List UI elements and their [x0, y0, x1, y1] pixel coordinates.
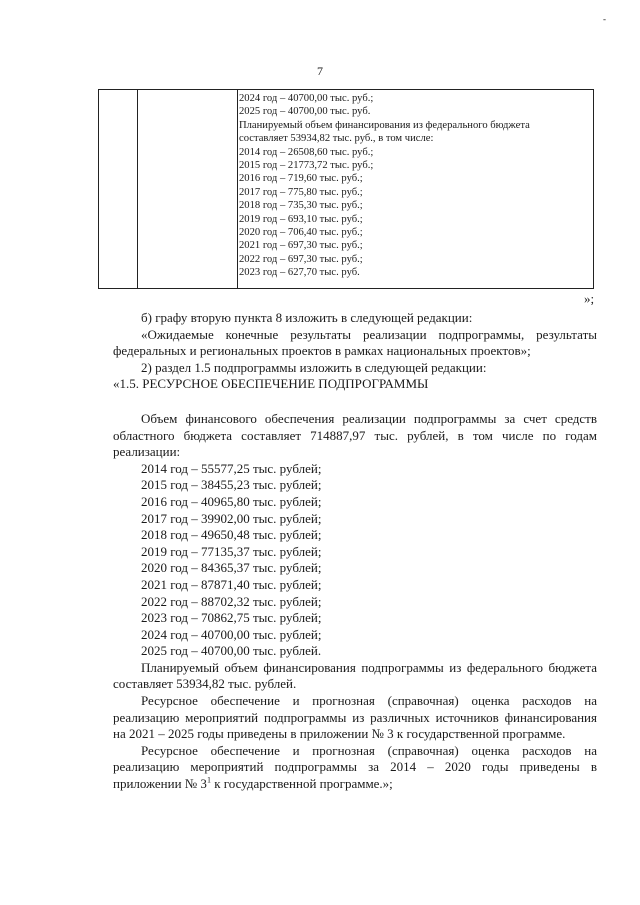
- table-line: 2025 год – 40700,00 тыс. руб.: [239, 106, 371, 118]
- intro-paragraph: Объем финансового обеспечения реализации подпрограммы за счет средств областного бюджета составляет 714887,97 тыс. рублей, в том числе по годам реализации:: [113, 410, 597, 460]
- table-line: 2016 год – 719,60 тыс. руб.;: [239, 173, 363, 185]
- table-line: 2018 год – 735,30 тыс. руб.;: [239, 200, 363, 212]
- table-line: Планируемый объем финансирования из федерального бюджета: [239, 119, 530, 131]
- table-line: составляет 53934,82 тыс. руб., в том числе:: [239, 133, 434, 145]
- federal-paragraph: Планируемый объем финансирования подпрограммы из федерального бюджета составляет 53934,82 тыс. рублей.: [113, 659, 597, 692]
- year-line: 2024 год – 40700,00 тыс. рублей;: [141, 626, 322, 642]
- table-line: 2014 год – 26508,60 тыс. руб.;: [239, 146, 374, 158]
- table-line: 2021 год – 697,30 тыс. руб.;: [239, 240, 363, 252]
- table-column-name: [137, 90, 238, 288]
- item-2: 2) раздел 1.5 подпрограммы изложить в следующей редакции:: [141, 359, 487, 375]
- superscript: 1: [206, 775, 211, 785]
- year-line: 2019 год – 77135,37 тыс. рублей;: [141, 543, 322, 559]
- resource-2021-paragraph: Ресурсное обеспечение и прогнозная (справочная) оценка расходов на реализацию мероприятий подпрограммы из различных источников финансирования на 2021 – 2025 годы приведены в приложении № 3 к государственной программе.: [113, 693, 597, 742]
- year-line: 2014 год – 55577,25 тыс. рублей;: [141, 460, 322, 476]
- table-closing-quote: »;: [584, 291, 595, 306]
- table-line: 2020 год – 706,40 тыс. руб.;: [239, 227, 363, 239]
- year-line: 2022 год – 88702,32 тыс. рублей;: [141, 593, 322, 609]
- year-line: 2015 год – 38455,23 тыс. рублей;: [141, 477, 322, 493]
- document-body: [113, 310, 597, 793]
- year-line: 2016 год – 40965,80 тыс. рублей;: [141, 493, 322, 509]
- year-line: 2018 год – 49650,48 тыс. рублей;: [141, 527, 322, 543]
- year-line: 2020 год – 84365,37 тыс. рублей;: [141, 560, 322, 576]
- expected-results-paragraph: «Ожидаемые конечные результаты реализации подпрограммы, результаты федеральных и региональных проектов в рамках национальных проектов»;: [113, 326, 597, 359]
- table-line: 2017 год – 775,80 тыс. руб.;: [239, 186, 363, 198]
- year-line: 2021 год – 87871,40 тыс. рублей;: [141, 576, 322, 592]
- table-line: 2019 год – 693,10 тыс. руб.;: [239, 213, 363, 225]
- year-line: 2023 год – 70862,75 тыс. рублей;: [141, 610, 322, 626]
- year-line: 2025 год – 40700,00 тыс. рублей.: [141, 643, 322, 659]
- corner-mark: -: [603, 14, 606, 24]
- item-b: б) графу вторую пункта 8 изложить в следующей редакции:: [141, 310, 473, 325]
- section-title: «1.5. РЕСУРСНОЕ ОБЕСПЕЧЕНИЕ ПОДПРОГРАММЫ: [113, 376, 429, 392]
- resource-2014-paragraph: Ресурсное обеспечение и прогнозная (справочная) оценка расходов на реализацию мероприятий подпрограммы за 2014 – 2020 годы приведены в приложении № $3^1$ к государственной программе.»;: [113, 742, 597, 792]
- table-line: 2023 год – 627,70 тыс. руб.: [239, 267, 360, 279]
- table-line: 2022 год – 697,30 тыс. руб.;: [239, 253, 363, 265]
- funding-table: [98, 89, 594, 289]
- table-column-content: [239, 92, 591, 280]
- table-column-number: [99, 90, 138, 288]
- page-number: 7: [317, 64, 323, 78]
- year-line: 2017 год – 39902,00 тыс. рублей;: [141, 510, 322, 526]
- table-line: 2024 год – 40700,00 тыс. руб.;: [239, 93, 374, 104]
- table-line: 2015 год – 21773,72 тыс. руб.;: [239, 160, 374, 172]
